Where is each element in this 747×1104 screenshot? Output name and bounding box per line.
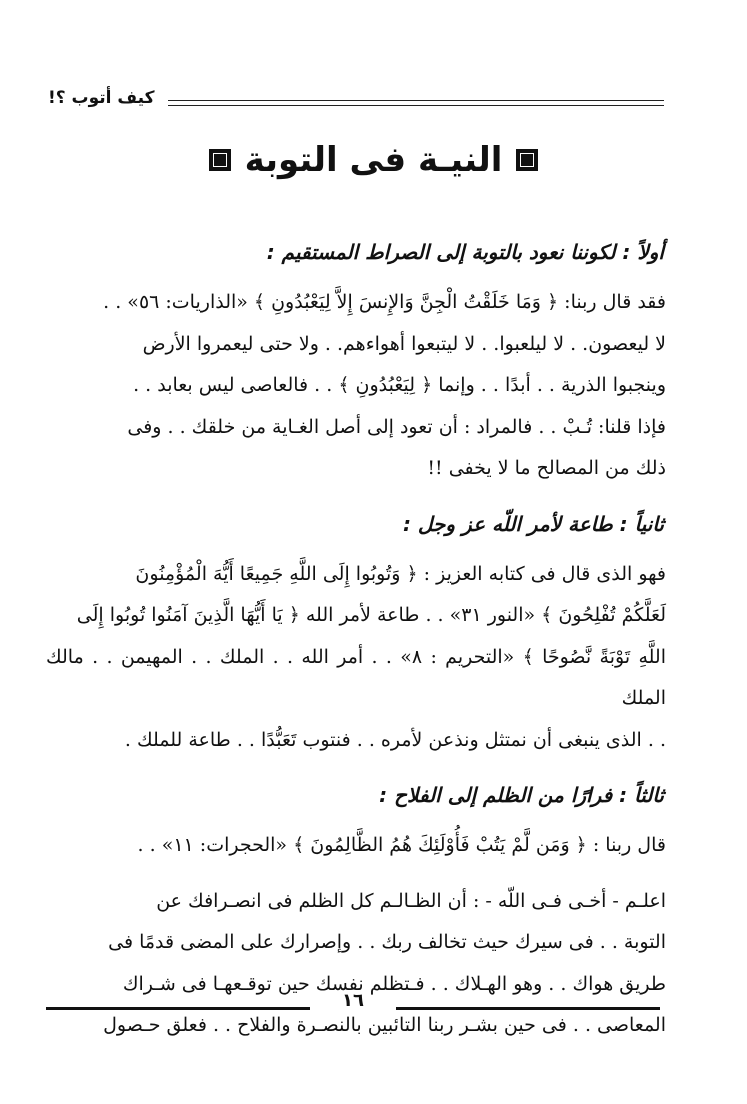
- text-line: فقد قال ربنا: ﴿ وَمَا خَلَقْتُ الْجِنَّ وَالإِنسَ إِلاَّ لِيَعْبُدُونِ ﴾ «الذاريات: ٥٦» . .: [103, 291, 666, 313]
- text-line: اعلـم - أخـى فـى اللّه - : أن الظـالـم كل الظلم فى انصـرافك عن: [156, 889, 666, 912]
- text-line: اللَّهِ تَوْبَةً نَّصُوحًا ﴾ «التحريم : ٨» . . أمر الله . . الملك . . المهيمن . . مالك الملك: [46, 645, 666, 709]
- text-line: ذلك من المصالح ما لا يخفى !!: [427, 457, 666, 479]
- header-title: كيف أتوب ؟!: [48, 88, 155, 108]
- page-footer: [46, 988, 660, 1018]
- text-line: لا ليعصون. . لا ليلعبوا. . لا ليتبعوا أهواءهم. . ولا حتى ليعمروا الأرض: [142, 332, 666, 355]
- section-heading: ثالثاً : فرارًا من الظلم إلى الفلاح :: [379, 783, 664, 807]
- text-line: قال ربنا : ﴿ وَمَن لَّمْ يَتُبْ فَأُوْلَئِكَ هُمُ الظَّالِمُونَ ﴾ «الحجرات: ١١» . .: [137, 834, 666, 856]
- ornament-square-left-icon: [209, 149, 231, 171]
- text-line: وينجبوا الذرية . . أبدًا . . وإنما ﴿ لِيَعْبُدُونِ ﴾ . . فالعاصى ليس بعابد . .: [133, 374, 666, 396]
- section-heading: ثانياً : طاعة لأمر اللّه عز وجل :: [402, 511, 664, 536]
- text-line: . . الذى ينبغى أن نمتثل ونذعن لأمره . . فنتوب تَعَبُّدًا . . طاعة للملك .: [124, 728, 666, 751]
- running-header: [48, 88, 664, 118]
- paragraph: [46, 554, 666, 762]
- section-third: [46, 775, 666, 867]
- page-number: ١٦: [342, 990, 364, 1011]
- paragraph: [46, 825, 666, 867]
- text-line: طريق هواك . . وهو الهـلاك . . فـتظلم نفسك حين توقـعهـا فى شـراك: [122, 972, 666, 995]
- footer-rule-right: [396, 1007, 660, 1010]
- section-second: [46, 504, 666, 762]
- text-line: لَعَلَّكُمْ تُفْلِحُونَ ﴾ «النور ٣١» . . طاعة لأمر الله ﴿ يَا أَيُّهَا الَّذِينَ آمَنُوا تُوبُوا إِلَى: [76, 604, 666, 626]
- section-title: [0, 140, 747, 180]
- text-line: فهو الذى قال فى كتابه العزيز : ﴿ وَتُوبُوا إِلَى اللَّهِ جَمِيعًا أَيُّهَ الْمُؤْمِنُونَ: [135, 562, 666, 585]
- header-double-rule: [168, 100, 664, 107]
- paragraph: [46, 282, 666, 490]
- text-line: المعاصى . . فى حين بشـر ربنا التائبين بالنصـرة والفلاح . . فعلق حـصول: [103, 1014, 666, 1036]
- text-line: فإذا قلنا: تُـبْ . . فالمراد : أن تعود إلى أصل الغـاية من خلقك . . وفى: [127, 415, 666, 438]
- closing-paragraph: [46, 881, 666, 1047]
- section-first: [46, 232, 666, 490]
- text-line: التوبة . . فى سيرك حيث تخالف ربك . . وإصرارك على المضى قدمًا فى: [108, 931, 666, 953]
- section-heading: أولاً : لكوننا نعود بالتوبة إلى الصراط المستقيم :: [266, 240, 664, 264]
- section-title-text: النيـة فى التوبة: [244, 140, 503, 180]
- page-body: [46, 232, 666, 1061]
- ornament-square-right-icon: [516, 149, 538, 171]
